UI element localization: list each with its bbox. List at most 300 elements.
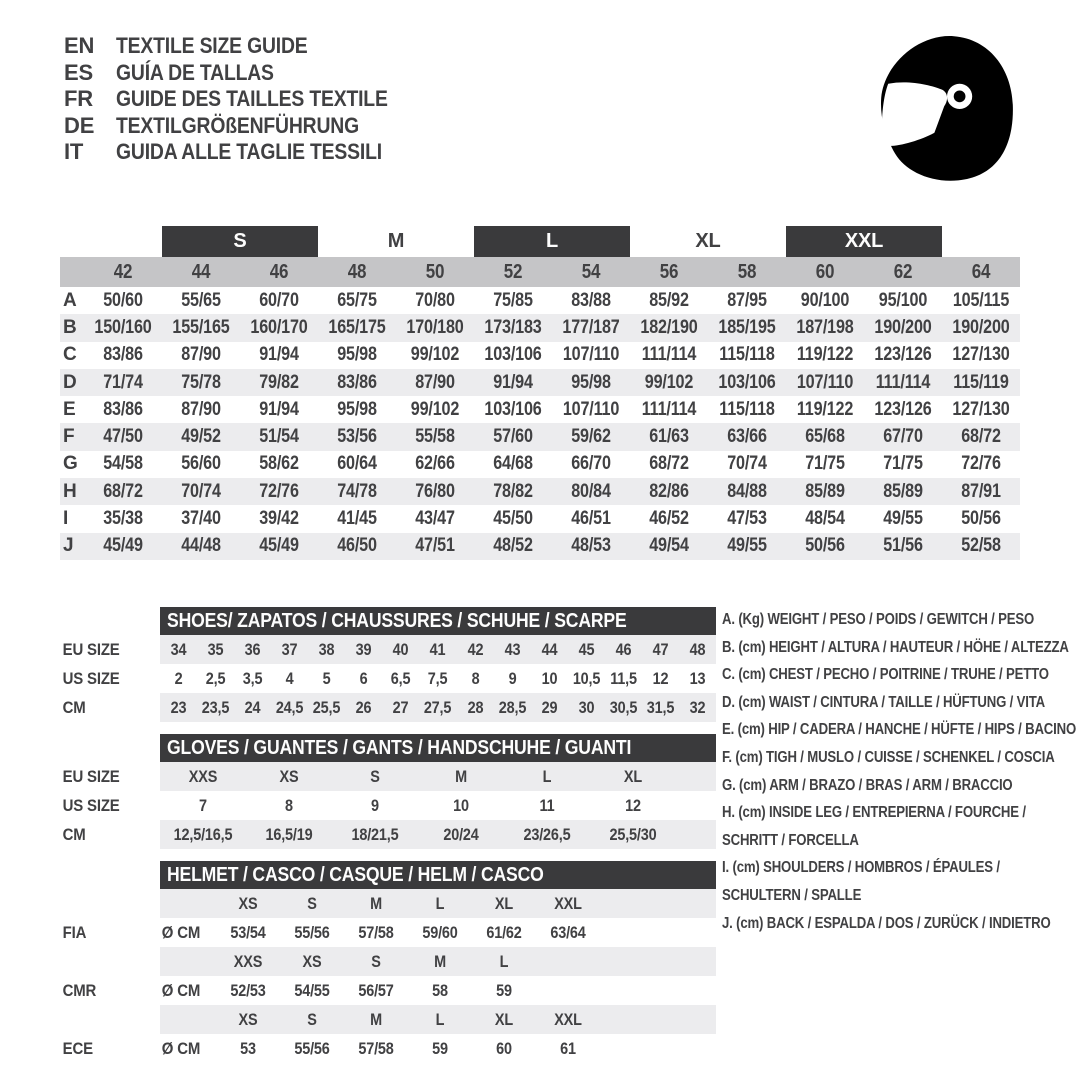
language-code: FR: [64, 86, 93, 111]
shoe-size-row: [60, 635, 716, 664]
shoe-size-cell: 27: [393, 697, 409, 717]
shoe-size-cell: 44: [541, 639, 558, 659]
legend-line: J. (cm) BACK / ESPALDA / DOS / ZURÜCK / INDIETRO: [722, 914, 1051, 932]
shoe-size-values: [160, 693, 716, 722]
gloves-table-header: [160, 734, 716, 762]
glove-size-cell: 8: [285, 795, 293, 815]
size-value-cell: 87/90: [181, 344, 221, 366]
glove-size-cell: L: [542, 766, 552, 786]
size-value-cell: 75/78: [181, 371, 221, 393]
textile-row-c: [60, 342, 1020, 369]
size-value-cell: 44/48: [181, 535, 221, 557]
size-value-cell: 70/74: [181, 480, 221, 502]
gloves-table-title: GLOVES / GUANTES / GANTS / HANDSCHUHE / GUANTI: [167, 736, 632, 759]
row-letter: D: [63, 371, 77, 393]
size-value-cell: 41/45: [337, 508, 377, 530]
size-value-cell: 61/63: [649, 426, 689, 448]
shoe-size-cell: 40: [393, 639, 409, 659]
helmet-size-cell: XS: [302, 951, 322, 971]
size-value-cell: 68/72: [649, 453, 689, 475]
helmet-size-cell: L: [435, 893, 445, 913]
size-value-cell: 127/130: [952, 398, 1010, 420]
size-group-l: L: [474, 226, 630, 257]
size-value-cell: 87/90: [415, 371, 455, 393]
row-letter: B: [63, 316, 77, 338]
numeric-size-cell: 64: [971, 260, 991, 283]
shoe-size-cell: 41: [430, 639, 446, 659]
size-value-cell: 35/38: [103, 508, 143, 530]
helmet-size-value: 56/57: [358, 980, 394, 1000]
glove-size-cell: M: [455, 766, 467, 786]
diameter-unit-label: Ø CM: [161, 922, 201, 942]
size-value-cell: 87/95: [727, 289, 767, 311]
size-value-cell: 115/118: [719, 398, 775, 420]
legend-item-f: [722, 744, 1062, 772]
helmet-size-cell: XS: [238, 893, 258, 913]
size-group-m: M: [387, 230, 405, 252]
shoe-size-cell: 32: [689, 697, 706, 717]
glove-size-cell: 18/21,5: [351, 824, 399, 844]
glove-size-cell: 7: [199, 795, 207, 815]
size-group-xxl: XXL: [786, 226, 942, 257]
shoe-size-cell: 47: [652, 639, 669, 659]
helmet-icon: [877, 32, 1017, 186]
textile-row-h: [60, 478, 1020, 505]
language-row: [64, 86, 425, 113]
size-value-cell: 99/102: [410, 344, 460, 366]
size-value-cell: 75/85: [493, 289, 533, 311]
textile-row-e: [60, 396, 1020, 423]
glove-size-row: [60, 791, 716, 820]
size-value-cell: 49/55: [883, 508, 923, 530]
size-value-cell: 95/98: [571, 371, 611, 393]
size-value-cell: 90/100: [800, 289, 850, 311]
size-value-cell: 49/54: [649, 535, 689, 557]
textile-row-i: [60, 505, 1020, 532]
shoe-size-cell: 27,5: [424, 697, 452, 717]
helmet-size-value: 57/58: [358, 1038, 394, 1058]
size-value-cell: 99/102: [644, 371, 694, 393]
size-value-cell: 119/122: [796, 344, 854, 366]
size-value-cell: 48/52: [493, 535, 533, 557]
textile-row-a: [60, 287, 1020, 314]
shoe-size-cell: 25,5: [313, 697, 341, 717]
size-value-cell: 47/51: [415, 535, 455, 557]
row-label: [60, 1005, 160, 1034]
shoe-size-cell: 48: [689, 639, 706, 659]
helmet-size-cell: L: [435, 1009, 445, 1029]
size-value-cell: 173/183: [484, 316, 542, 338]
legend-line: C. (cm) CHEST / PECHO / POITRINE / TRUHE / PETTO: [722, 666, 1049, 684]
numeric-size-band: [60, 257, 1020, 287]
size-value-cell: 115/118: [719, 344, 775, 366]
size-value-cell: 50/56: [805, 535, 845, 557]
size-value-cell: 55/65: [181, 289, 221, 311]
size-value-cell: 177/187: [562, 316, 620, 338]
size-value-cell: 63/66: [727, 426, 767, 448]
language-title: GUIDA ALLE TAGLIE TESSILI: [116, 139, 382, 164]
size-value-cell: 107/110: [562, 344, 620, 366]
shoe-size-cell: 3,5: [242, 668, 263, 688]
size-value-cell: 83/86: [103, 344, 143, 366]
legend-line: SCHULTERN / SPALLE: [722, 886, 862, 904]
row-letter: G: [63, 453, 78, 475]
helmet-size-cell: XXS: [233, 951, 263, 971]
size-value-cell: 45/49: [103, 535, 143, 557]
size-value-cell: 83/88: [571, 289, 611, 311]
numeric-size-cell: 56: [659, 260, 679, 283]
glove-size-values: [160, 791, 716, 820]
size-value-cell: 85/89: [883, 480, 923, 502]
size-value-cell: 91/94: [259, 344, 299, 366]
size-value-cell: 79/82: [259, 371, 299, 393]
size-value-cell: 72/76: [259, 480, 299, 502]
helmet-size-cell: XL: [494, 893, 514, 913]
helmet-size-table: [60, 861, 716, 1063]
helmet-fia-row: [60, 918, 716, 947]
helmet-size-value: 53/54: [230, 922, 266, 942]
shoe-size-cell: 12: [652, 668, 669, 688]
helmet-size-row: [60, 1005, 716, 1034]
helmet-values: [160, 976, 716, 1005]
shoe-size-cell: 23: [170, 697, 187, 717]
size-value-cell: 85/92: [649, 289, 689, 311]
row-label: [60, 889, 160, 918]
legend-item-d: [722, 689, 1062, 717]
textile-row-f: [60, 423, 1020, 450]
size-value-cell: 84/88: [727, 480, 767, 502]
row-label: CM: [62, 824, 86, 844]
size-value-cell: 64/68: [493, 453, 533, 475]
size-value-cell: 65/75: [337, 289, 377, 311]
size-value-cell: 78/82: [493, 480, 533, 502]
row-label: [60, 947, 160, 976]
language-title-list: [64, 33, 425, 166]
size-value-cell: 95/98: [337, 344, 377, 366]
language-title: GUIDE DES TAILLES TEXTILE: [116, 86, 388, 111]
glove-size-cell: 12: [625, 795, 641, 815]
language-code: ES: [64, 59, 93, 85]
legend-line: G. (cm) ARM / BRAZO / BRAS / ARM / BRACCIO: [722, 776, 1013, 794]
helmet-size-value: 52/53: [230, 980, 266, 1000]
shoe-size-cell: 24: [244, 697, 261, 717]
size-value-cell: 83/86: [103, 398, 143, 420]
size-value-cell: 107/110: [562, 398, 620, 420]
size-value-cell: 50/60: [103, 289, 143, 311]
row-label: US SIZE: [62, 795, 120, 815]
size-value-cell: 37/40: [181, 508, 221, 530]
size-value-cell: 52/58: [961, 535, 1001, 557]
measurement-legend: [722, 606, 1077, 937]
language-row: [64, 60, 425, 87]
shoe-size-cell: 42: [467, 639, 483, 659]
helmet-size-row: [60, 889, 716, 918]
shoe-size-cell: 46: [615, 639, 632, 659]
size-value-cell: 45/50: [493, 508, 533, 530]
certification-label: CMR: [62, 980, 97, 1000]
size-value-cell: 95/100: [878, 289, 928, 311]
size-value-cell: 48/54: [805, 508, 845, 530]
language-title: GUÍA DE TALLAS: [116, 59, 274, 85]
glove-size-cell: 10: [453, 795, 469, 815]
size-value-cell: 87/91: [961, 480, 1001, 502]
legend-item-h: [722, 799, 1062, 854]
size-value-cell: 123/126: [874, 344, 932, 366]
size-value-cell: 62/66: [415, 453, 455, 475]
legend-line: I. (cm) SHOULDERS / HOMBROS / ÉPAULES /: [722, 859, 1000, 877]
size-value-cell: 83/86: [337, 371, 377, 393]
size-value-cell: 111/114: [641, 398, 697, 420]
size-value-cell: 66/70: [571, 453, 611, 475]
numeric-size-cell: 60: [815, 260, 835, 283]
shoe-size-cell: 11,5: [609, 668, 637, 688]
shoe-size-cell: 6,5: [391, 668, 411, 688]
helmet-size-value: 54/55: [294, 980, 330, 1000]
helmet-size-labels: [160, 1005, 716, 1034]
diameter-unit-label: Ø CM: [161, 1038, 201, 1058]
size-value-cell: 111/114: [875, 371, 931, 393]
shoes-rows: [60, 635, 716, 722]
shoe-size-row: [60, 664, 716, 693]
size-value-cell: 60/64: [337, 453, 377, 475]
size-value-cell: 55/58: [415, 426, 455, 448]
size-value-cell: 103/106: [484, 398, 542, 420]
legend-line: D. (cm) WAIST / CINTURA / TAILLE / HÜFTUNG / VITA: [722, 693, 1045, 711]
glove-size-cell: XL: [623, 766, 643, 786]
shoe-size-cell: 2,5: [205, 668, 226, 688]
size-value-cell: 47/53: [727, 508, 767, 530]
glove-size-cell: 9: [371, 795, 379, 815]
legend-item-e: [722, 716, 1077, 744]
glove-size-cell: 12,5/16,5: [173, 824, 233, 844]
numeric-size-cell: 42: [113, 260, 133, 283]
row-label: EU SIZE: [62, 639, 120, 659]
glove-size-cell: XXS: [188, 766, 218, 786]
shoe-size-cell: 31,5: [646, 697, 675, 717]
helmet-size-value: 61/62: [486, 922, 522, 942]
glove-size-row: [60, 762, 716, 791]
certification-label: FIA: [62, 922, 87, 942]
legend-item-i: [722, 854, 1062, 909]
legend-line: A. (Kg) WEIGHT / PESO / POIDS / GEWITCH / PESO: [722, 611, 1035, 628]
helmet-rows: [60, 889, 716, 1063]
helmet-size-cell: S: [307, 1009, 317, 1029]
size-value-cell: 71/75: [883, 453, 923, 475]
helmet-size-value: 59: [496, 980, 512, 1000]
textile-row-d: [60, 369, 1020, 396]
helmet-size-value: 53: [240, 1038, 256, 1058]
size-value-cell: 111/114: [641, 344, 697, 366]
legend-item-j: [722, 910, 1062, 938]
size-value-cell: 99/102: [410, 398, 460, 420]
legend-item-b: [722, 634, 1069, 662]
helmet-ece-row: [60, 1034, 716, 1063]
size-value-cell: 43/47: [415, 508, 455, 530]
shoe-size-row: [60, 693, 716, 722]
shoe-size-cell: 35: [207, 639, 224, 659]
shoe-size-cell: 13: [689, 668, 706, 688]
language-row: [64, 33, 425, 60]
language-row: [64, 139, 425, 166]
language-title: TEXTILGRÖßENFÜHRUNG: [116, 112, 359, 138]
helmet-table-title: HELMET / CASCO / CASQUE / HELM / CASCO: [167, 863, 544, 886]
helmet-size-cell: XS: [238, 1009, 258, 1029]
shoe-size-cell: 34: [170, 639, 187, 659]
textile-size-table: [60, 226, 1020, 560]
size-value-cell: 46/52: [649, 508, 689, 530]
shoe-size-cell: 30: [578, 697, 595, 717]
row-letter: F: [63, 426, 75, 448]
helmet-size-value: 55/56: [294, 1038, 330, 1058]
glove-size-cell: 11: [539, 795, 555, 815]
glove-size-cell: 25,5/30: [609, 824, 657, 844]
size-value-cell: 51/56: [883, 535, 923, 557]
shoe-size-cell: 29: [541, 697, 558, 717]
helmet-size-cell: XXL: [554, 1009, 582, 1029]
legend-item-g: [722, 772, 1062, 800]
helmet-size-value: 60: [496, 1038, 512, 1058]
helmet-size-cell: XL: [494, 1009, 514, 1029]
shoe-size-cell: 6: [359, 668, 368, 688]
row-label: CM: [62, 697, 86, 717]
size-value-cell: 45/49: [259, 535, 299, 557]
shoe-size-cell: 45: [578, 639, 595, 659]
helmet-size-value: 55/56: [294, 922, 330, 942]
shoe-size-cell: 28,5: [498, 697, 526, 717]
size-value-cell: 68/72: [961, 426, 1001, 448]
size-value-cell: 70/74: [727, 453, 767, 475]
shoe-size-cell: 23,5: [201, 697, 230, 717]
size-value-cell: 187/198: [796, 316, 854, 338]
legend-line: H. (cm) INSIDE LEG / ENTREPIERNA / FOURCHE /: [722, 804, 1026, 822]
shoe-size-cell: 10: [541, 668, 558, 688]
shoe-size-cell: 9: [508, 668, 517, 688]
row-label: EU SIZE: [62, 766, 120, 786]
helmet-size-value: 59/60: [422, 922, 458, 942]
language-code: IT: [64, 139, 84, 164]
size-group-s: S: [162, 226, 318, 257]
glove-size-cell: 20/24: [443, 824, 479, 844]
helmet-size-cell: M: [370, 1009, 382, 1029]
size-value-cell: 95/98: [337, 398, 377, 420]
numeric-size-cell: 48: [347, 260, 367, 283]
shoe-size-cell: 30,5: [609, 697, 638, 717]
helmet-size-labels: [160, 947, 716, 976]
size-value-cell: 71/74: [103, 371, 143, 393]
size-value-cell: 165/175: [328, 316, 386, 338]
language-title: TEXTILE SIZE GUIDE: [116, 33, 308, 58]
shoe-size-cell: 28: [467, 697, 483, 717]
helmet-size-cell: XXL: [554, 893, 582, 913]
size-value-cell: 155/165: [172, 316, 230, 338]
row-letter: I: [63, 508, 69, 530]
certification-label: ECE: [62, 1038, 93, 1058]
glove-size-cell: 16,5/19: [265, 824, 313, 844]
helmet-table-header: [160, 861, 716, 889]
helmet-size-cell: L: [499, 951, 509, 971]
shoe-size-cell: 37: [281, 639, 298, 659]
legend-line: E. (cm) HIP / CADERA / HANCHE / HÜFTE / HIPS / BACINO: [722, 721, 1077, 739]
textile-row-j: [60, 533, 1020, 560]
helmet-size-cell: M: [370, 893, 382, 913]
size-value-cell: 65/68: [805, 426, 845, 448]
size-value-cell: 127/130: [952, 344, 1010, 366]
size-value-cell: 71/75: [805, 453, 845, 475]
numeric-size-cell: 50: [425, 260, 445, 283]
size-value-cell: 103/106: [484, 344, 542, 366]
helmet-size-cell: S: [307, 893, 317, 913]
legend-item-a: [722, 606, 1062, 634]
diameter-unit-label: Ø CM: [161, 980, 201, 1000]
numeric-size-cell: 52: [503, 260, 523, 283]
helmet-size-labels: [160, 889, 716, 918]
shoe-size-cell: 26: [355, 697, 372, 717]
numeric-size-cell: 62: [893, 260, 913, 283]
textile-row-b: [60, 314, 1020, 341]
shoe-size-cell: 7,5: [428, 668, 448, 688]
size-value-cell: 70/80: [415, 289, 455, 311]
glove-size-values: [160, 762, 716, 791]
textile-row-g: [60, 451, 1020, 478]
language-code: DE: [64, 112, 95, 138]
numeric-size-cell: 54: [581, 260, 601, 283]
size-value-cell: 49/55: [727, 535, 767, 557]
size-value-cell: 57/60: [493, 426, 533, 448]
size-value-cell: 56/60: [181, 453, 221, 475]
shoe-size-cell: 4: [285, 668, 294, 688]
size-value-cell: 190/200: [874, 316, 932, 338]
size-value-cell: 170/180: [406, 316, 464, 338]
size-value-cell: 107/110: [796, 371, 854, 393]
size-value-cell: 47/50: [103, 426, 143, 448]
size-value-cell: 105/115: [952, 289, 1010, 311]
size-value-cell: 150/160: [94, 316, 152, 338]
language-row: [64, 113, 425, 140]
helmet-values: [160, 918, 716, 947]
size-value-cell: 115/119: [953, 371, 1009, 393]
shoe-size-cell: 24,5: [276, 697, 304, 717]
size-value-cell: 50/56: [961, 508, 1001, 530]
size-value-cell: 59/62: [571, 426, 611, 448]
glove-size-cell: 23/26,5: [523, 824, 571, 844]
shoe-size-cell: 38: [318, 639, 335, 659]
size-value-cell: 119/122: [796, 398, 854, 420]
size-value-cell: 53/56: [337, 426, 377, 448]
shoes-table-header: [160, 607, 716, 635]
size-value-cell: 87/90: [181, 398, 221, 420]
numeric-size-cell: 58: [737, 260, 757, 283]
language-code: EN: [64, 33, 95, 58]
helmet-values: [160, 1034, 716, 1063]
size-value-cell: 46/51: [571, 508, 611, 530]
size-value-cell: 46/50: [337, 535, 377, 557]
legend-line: B. (cm) HEIGHT / ALTURA / HAUTEUR / HÖHE / ALTEZZA: [722, 638, 1069, 656]
shoe-size-cell: 8: [471, 668, 479, 688]
helmet-size-value: 59: [432, 1038, 448, 1058]
size-value-cell: 49/52: [181, 426, 221, 448]
legend-line: SCHRITT / FORCELLA: [722, 831, 859, 849]
helmet-size-value: 58: [432, 980, 448, 1000]
size-value-cell: 80/84: [571, 480, 611, 502]
glove-size-row: [60, 820, 716, 849]
size-value-cell: 182/190: [640, 316, 698, 338]
shoe-size-cell: 39: [355, 639, 372, 659]
size-value-cell: 68/72: [103, 480, 143, 502]
shoe-size-cell: 43: [504, 639, 520, 659]
textile-measurement-rows: [60, 287, 1020, 560]
size-value-cell: 72/76: [961, 453, 1001, 475]
size-value-cell: 85/89: [805, 480, 845, 502]
